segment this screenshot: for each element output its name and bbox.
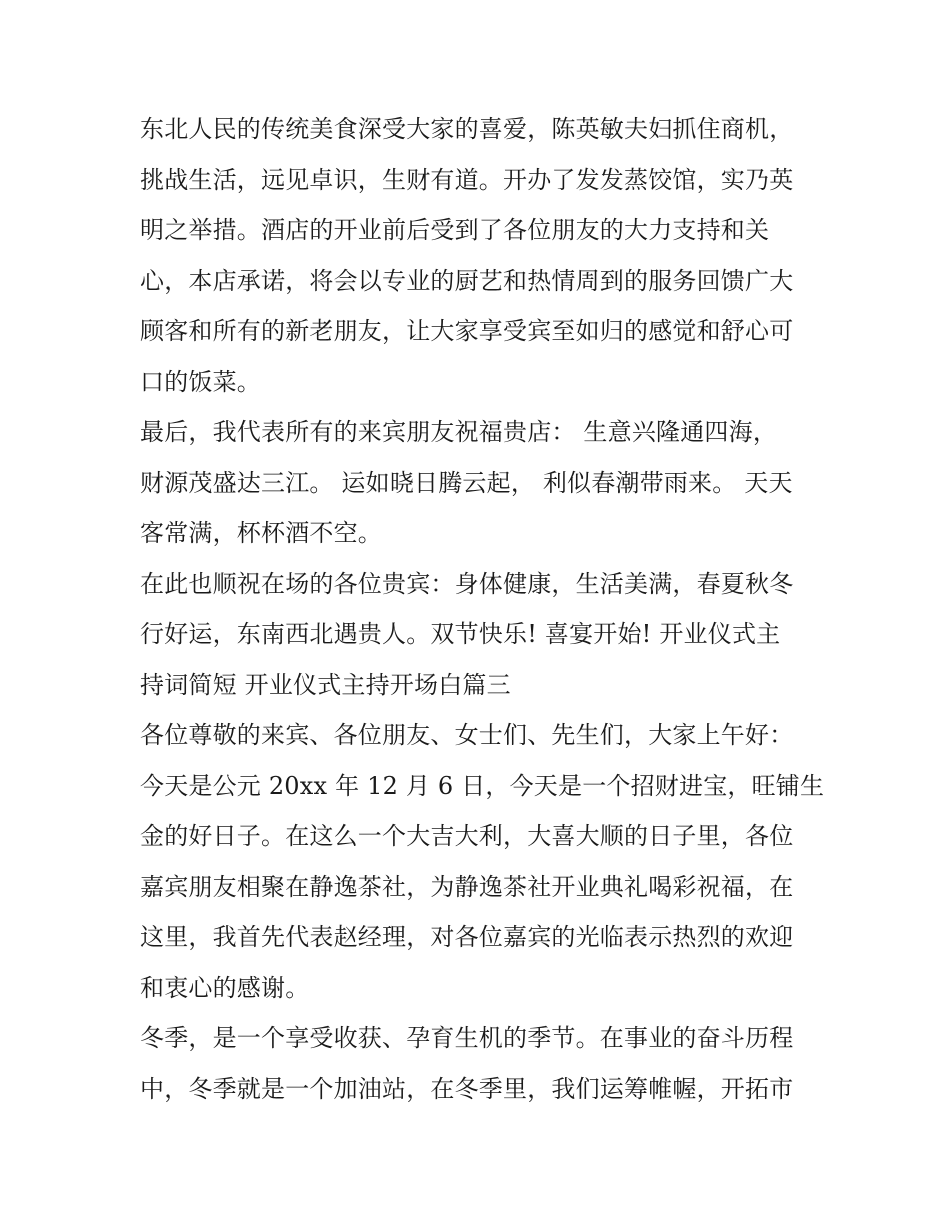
- text-line: 中，冬季就是一个加油站，在冬季里，我们运筹帷幄，开拓市: [140, 1074, 794, 1103]
- text-line: 和衷心的感谢。: [140, 973, 310, 1002]
- body-text: [140, 104, 825, 1114]
- text-line: 最后，我代表所有的来宾朋友祝福贵店： 生意兴隆通四海，: [140, 418, 778, 446]
- text-line: 冬季，是一个享受收获、孕育生机的季节。在事业的奋斗历程: [140, 1024, 794, 1052]
- text-line: 东北人民的传统美食深受大家的喜爱，陈英敏夫妇抓住商机，: [140, 115, 794, 143]
- text-line: 金的好日子。在这么一个大吉大利，大喜大顺的日子里，各位: [140, 822, 794, 850]
- text-line: 今天是公元 20xx 年 12 月 6 日，今天是一个招财进宝，旺铺生: [140, 771, 825, 800]
- text-line: 口的饭菜。: [140, 367, 261, 396]
- text-line: 明之举措。酒店的开业前后受到了各位朋友的大力支持和关: [140, 216, 770, 244]
- text-line: 顾客和所有的新老朋友，让大家享受宾至如归的感觉和舒心可: [140, 317, 794, 345]
- text-line: 各位尊敬的来宾、各位朋友、女士们、先生们，大家上午好：: [140, 721, 794, 749]
- text-line: 心，本店承诺，将会以专业的厨艺和热情周到的服务回馈广大: [140, 266, 794, 295]
- text-line: 行好运，东南西北遇贵人。双节快乐! 喜宴开始! 开业仪式主: [140, 620, 781, 648]
- text-line: 挑战生活，远见卓识，生财有道。开办了发发蒸饺馆，实乃英: [140, 165, 794, 194]
- text-line: 这里，我首先代表赵经理，对各位嘉宾的光临表示热烈的欢迎: [140, 923, 794, 951]
- text-line: 财源茂盛达三江。 运如晓日腾云起， 利似春潮带雨来。 天天: [140, 468, 793, 497]
- text-line: 嘉宾朋友相聚在静逸茶社，为静逸茶社开业典礼喝彩祝福，在: [140, 872, 794, 901]
- text-line: 持词简短 开业仪式主持开场白篇三: [140, 670, 511, 699]
- text-line: 客常满，杯杯酒不空。: [140, 519, 382, 547]
- text-line: 在此也顺祝在场的各位贵宾：身体健康，生活美满，春夏秋冬: [140, 569, 794, 598]
